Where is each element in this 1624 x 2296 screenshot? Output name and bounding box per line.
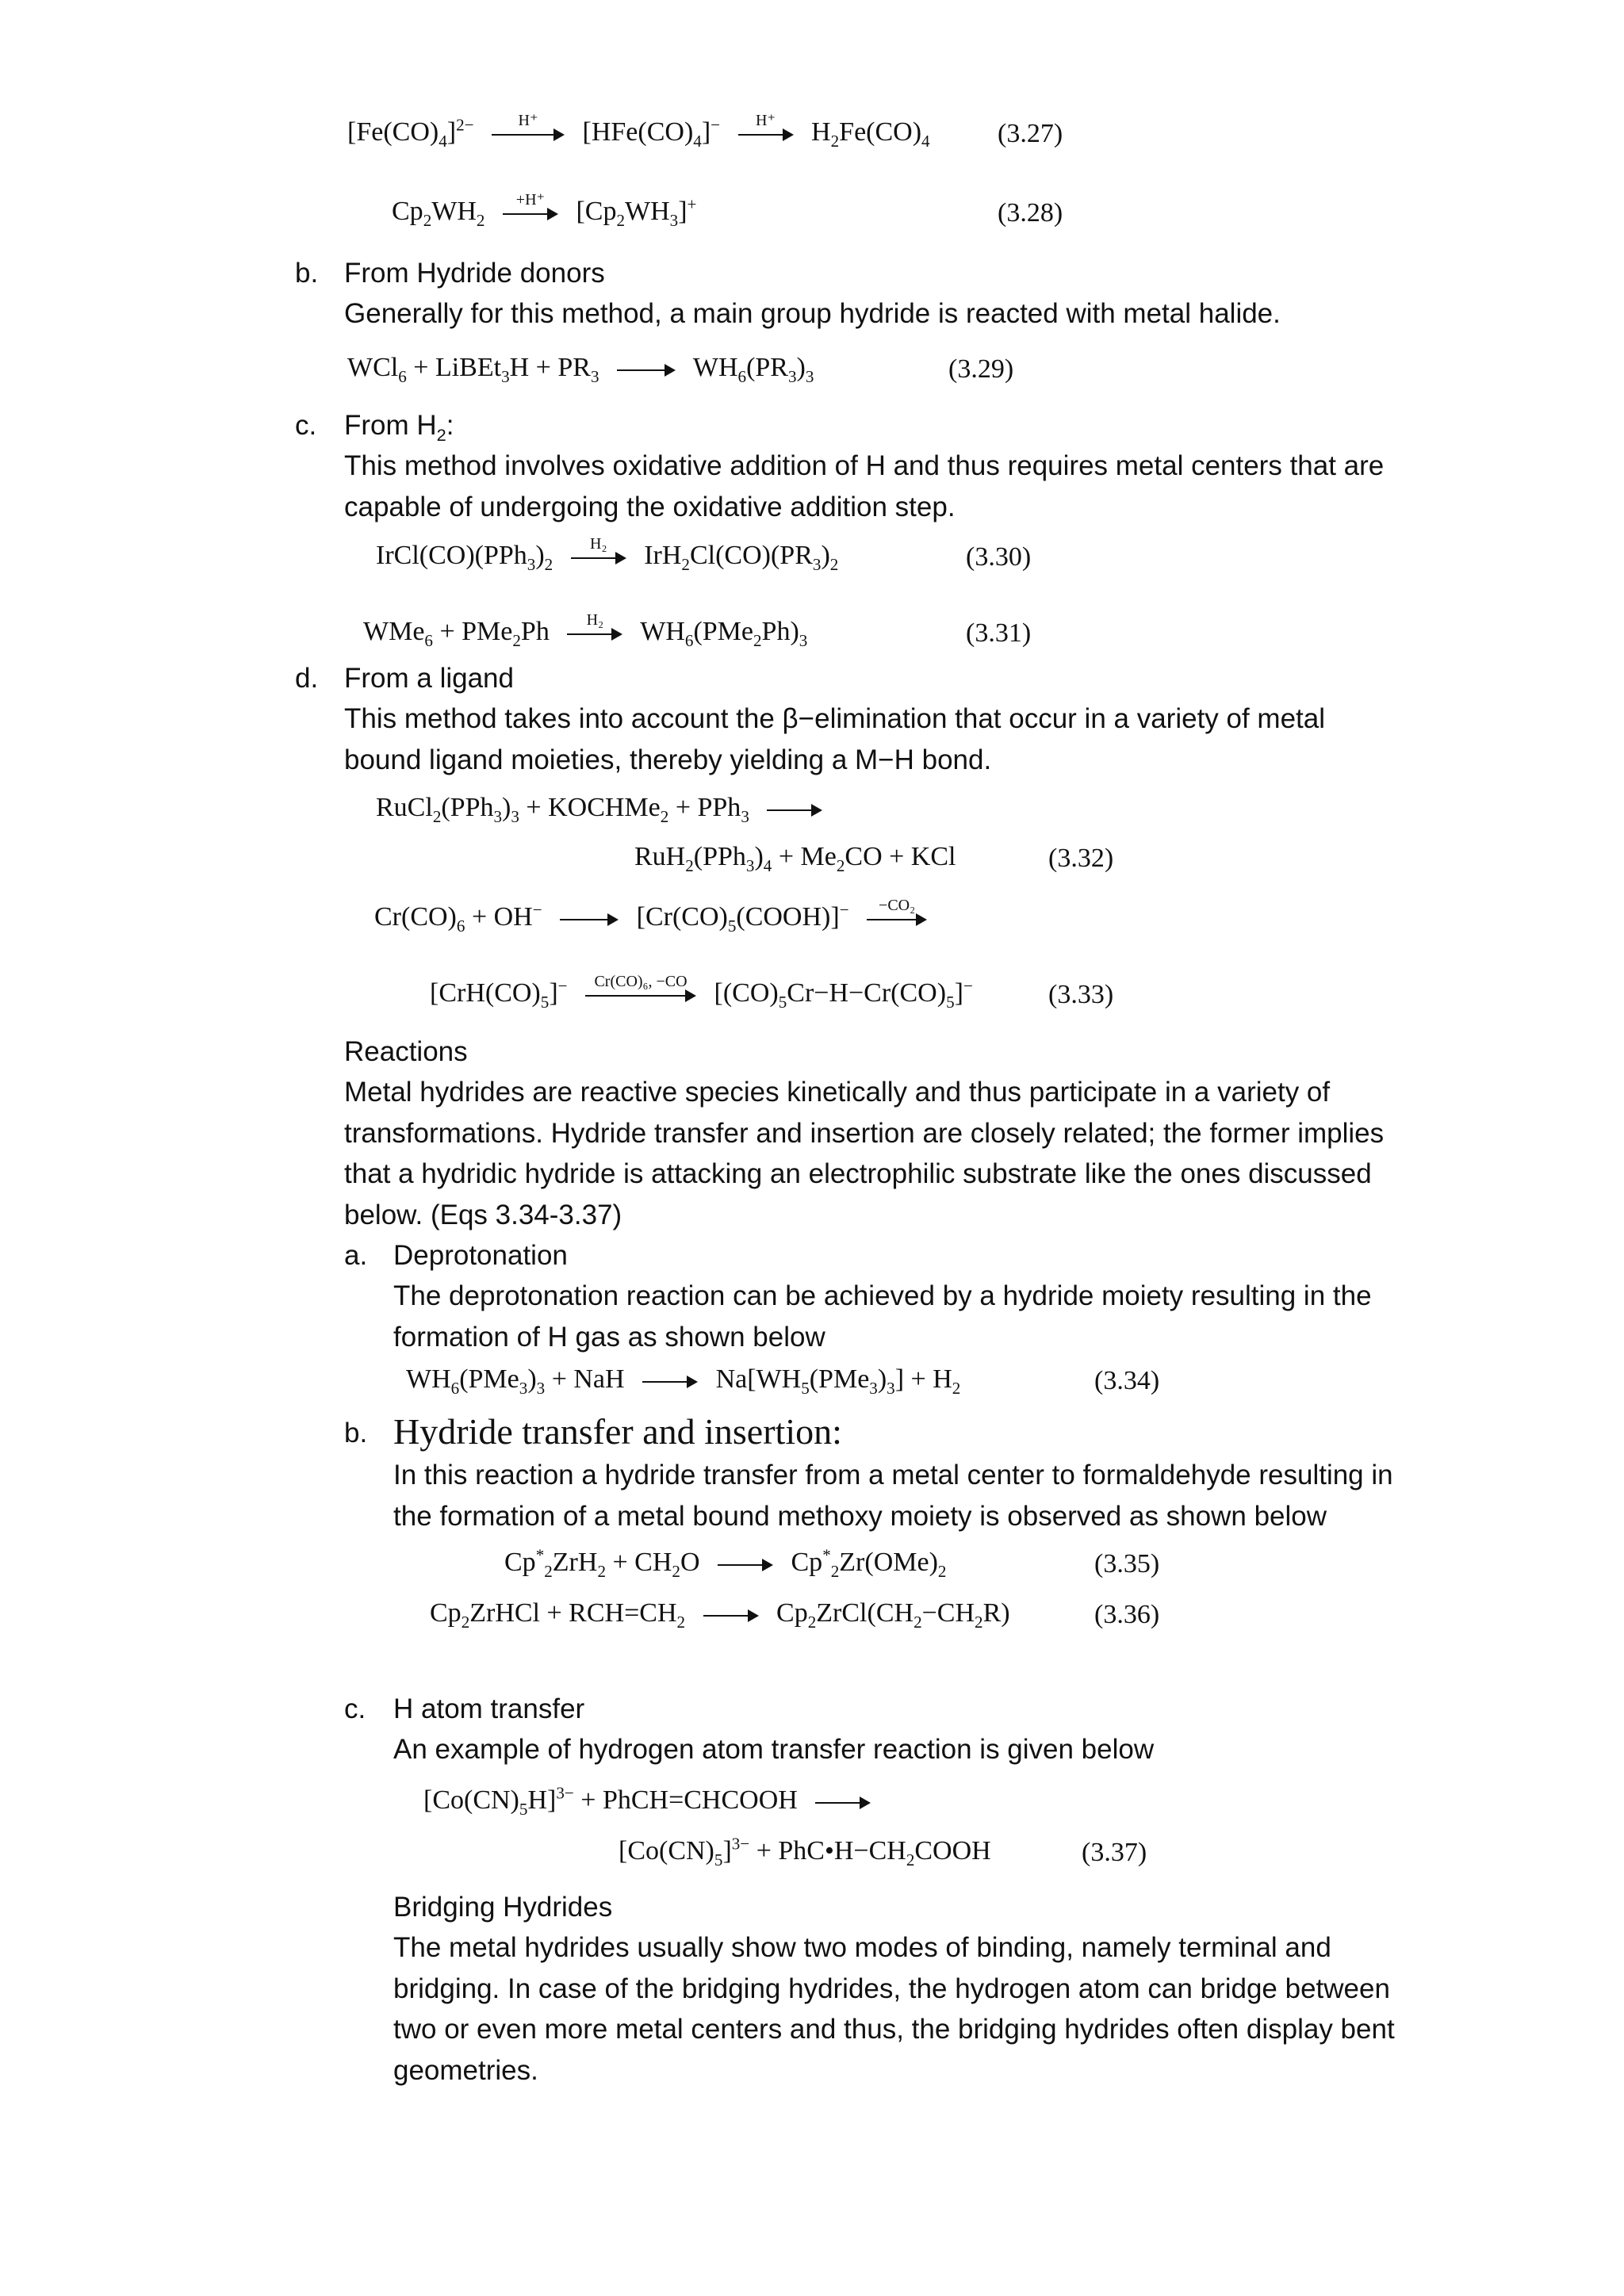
reaction-arrow (585, 973, 696, 1008)
arrow-label: −CO₂ (879, 897, 916, 915)
eq-sub: 2 (681, 554, 690, 574)
eq-sub: 2 (830, 1561, 840, 1581)
eq-text: Ph (520, 617, 550, 646)
section-heading: From Hydride donors (344, 258, 605, 289)
eq-text: ] + H (894, 1364, 952, 1394)
reaction-arrow (703, 1601, 759, 1628)
eq-sub: 2 (597, 1561, 606, 1581)
equation-number: (3.30) (966, 542, 1032, 572)
eq-sub: 2 (937, 1561, 947, 1581)
eq-text: RuH (634, 842, 686, 871)
equation-3-36 (430, 1598, 1010, 1632)
paragraph: This method involves oxidative addition of H and thus requires metal centers that are capable of undergoing the oxidative addition step. (344, 450, 1385, 522)
reaction-arrow (617, 356, 676, 383)
eq-text: COOH (914, 1836, 991, 1866)
eq-text: (PR (746, 353, 788, 382)
equation-3-27: $[Fe(CO)_4]^{2-}$ H⁺ $[HFe(CO)_4]^-$ H⁺ $H_2Fe(CO)_4$ (347, 112, 930, 151)
eq-sub: 2 (685, 855, 694, 875)
section-heading: H atom transfer (393, 1693, 585, 1724)
eq-text: + LiBEt (406, 353, 502, 382)
eq-sub: 2 (836, 855, 845, 875)
section-heading: Bridging Hydrides (393, 1892, 613, 1923)
reaction-arrow (560, 905, 619, 932)
equation-number: (3.29) (948, 354, 1014, 384)
eq-text: Cp (430, 1598, 462, 1628)
eq-text: ZrHCl + RCH=CH (469, 1598, 677, 1628)
equation-3-28 (392, 191, 697, 230)
eq-sub: 4 (921, 131, 930, 151)
reaction-arrow (642, 1368, 698, 1395)
eq-sub: 2 (753, 630, 762, 650)
eq-text: ) (796, 353, 806, 382)
eq-text: Fe(CO) (839, 117, 922, 147)
eq-sub: 5 (519, 1799, 528, 1819)
eq-text: O (680, 1548, 700, 1577)
eq-sub: 3 (887, 1378, 895, 1398)
eq-sub: 3 (493, 806, 503, 826)
eq-sub: 2 (672, 1561, 680, 1581)
reaction-arrow (567, 611, 622, 647)
eq-sub: 3 (519, 1378, 528, 1398)
eq-text: IrCl(CO)(PPh (376, 541, 527, 570)
eq-text: + PhC•H−CH (749, 1836, 906, 1866)
eq-text: ZrCl(CH (816, 1598, 914, 1628)
eq-text: WH (692, 353, 738, 382)
eq-text: ] (954, 978, 963, 1008)
arrow-label: H₂ (590, 535, 607, 553)
eq-sup: − (710, 115, 721, 135)
eq-sub: 5 (727, 916, 737, 936)
reaction-arrow (492, 112, 565, 147)
eq-text: + CH (605, 1548, 672, 1577)
eq-text: WH (624, 197, 670, 226)
section-heading: Deprotonation (393, 1240, 568, 1271)
eq-text: ) (535, 541, 545, 570)
eq-sub: 3 (590, 366, 599, 386)
eq-text: Cr(CO) (374, 902, 457, 932)
eq-sub: 2 (544, 554, 553, 574)
eq-text: Na[WH (715, 1364, 802, 1394)
eq-sub: 2 (975, 1612, 983, 1632)
eq-sup: − (963, 976, 973, 996)
eq-text: + KOCHMe (519, 793, 661, 822)
eq-text: (COOH)] (736, 902, 840, 932)
eq-sub: 3 (741, 806, 749, 826)
eq-sub: 3 (501, 366, 510, 386)
reaction-arrow (767, 796, 822, 823)
eq-text: ] (678, 197, 688, 226)
eq-sup: * (822, 1545, 831, 1565)
paragraph: The metal hydrides usually show two modes of binding, namely terminal and bridging. In case of the bridging hydrides, the hydrogen atom can bridge between two or even more metal centers and thus, the bridging hydrides often display bent geometries. (393, 1932, 1395, 2086)
eq-text: ) (502, 793, 511, 822)
eq-text: H (811, 117, 831, 147)
eq-text: H] (527, 1785, 557, 1815)
eq-sub: 2 (512, 630, 521, 650)
eq-text: + PhCH=CHCOOH (573, 1785, 798, 1815)
eq-text: ] (549, 978, 558, 1008)
eq-text: H + PR (509, 353, 591, 382)
eq-sub: 2 (476, 210, 485, 230)
equation-3-33-line-2 (430, 973, 973, 1012)
arrow-label: Cr(CO)₆, −CO (594, 973, 688, 991)
eq-sub: 3 (536, 1378, 546, 1398)
reaction-arrow (815, 1789, 871, 1816)
eq-sub: 2 (616, 210, 625, 230)
eq-sub: 6 (398, 366, 407, 386)
eq-sub: 4 (763, 855, 772, 875)
eq-sub: 6 (424, 630, 433, 650)
eq-text: ZrH (552, 1548, 598, 1577)
equation-3-32-line-1 (376, 793, 833, 826)
eq-text: R) (982, 1598, 1010, 1628)
arrow-label: H⁺ (518, 112, 538, 130)
paragraph: Metal hydrides are reactive species kinetically and thus participate in a variety of transformations. Hydride transfer and insertion are closely related; the former implies that a hydridic hydride is attacking an electrophilic substrate like the ones discussed below. (Eqs 3.34-3.37) (344, 1077, 1385, 1230)
eq-text: + NaH (545, 1364, 625, 1394)
equation-3-29 (347, 353, 814, 386)
eq-text: [Co(CN) (619, 1836, 714, 1866)
eq-sup: 3− (731, 1834, 750, 1854)
equation-number: (3.36) (1094, 1600, 1160, 1629)
eq-text: ) (754, 842, 764, 871)
eq-sub: 6 (456, 916, 465, 936)
eq-text: ) (821, 541, 830, 570)
eq-text: IrH (644, 541, 682, 570)
eq-text: (PMe (693, 617, 753, 646)
eq-sub: 5 (714, 1850, 723, 1869)
eq-sub: 4 (693, 131, 702, 151)
equation-number: (3.27) (998, 119, 1063, 148)
equation-number: (3.28) (998, 198, 1063, 228)
eq-text: WH (640, 617, 685, 646)
section-heading: From a ligand (344, 663, 514, 694)
eq-sub: 5 (540, 992, 550, 1012)
equation-number: (3.37) (1082, 1838, 1147, 1867)
equation-3-37-line-2 (619, 1834, 991, 1869)
eq-sub: 6 (450, 1378, 460, 1398)
eq-text: Zr(OMe) (839, 1548, 938, 1577)
eq-sub: 2 (423, 210, 432, 230)
eq-text: Cl(CO)(PR (689, 541, 813, 570)
list-marker: d. (295, 663, 319, 694)
eq-text: WMe (363, 617, 425, 646)
reaction-arrow (718, 1551, 773, 1578)
eq-text: Cp (791, 1548, 823, 1577)
eq-sub: 3 (788, 366, 797, 386)
reaction-arrow (571, 535, 626, 571)
list-marker: c. (344, 1693, 366, 1724)
eq-sub: 2 (830, 131, 840, 151)
eq-sub: 5 (801, 1378, 810, 1398)
equation-3-34 (406, 1364, 961, 1398)
eq-sub: 6 (737, 366, 747, 386)
eq-sup: 2− (456, 115, 474, 135)
eq-text: −CH (921, 1598, 975, 1628)
eq-text: [CrH(CO) (430, 978, 541, 1008)
list-marker: a. (344, 1240, 368, 1271)
paragraph: In this reaction a hydride transfer from a metal center to formaldehyde resulting in the formation of a metal bound methoxy moiety is observed as shown below (393, 1460, 1393, 1532)
eq-sub: 2 (544, 1561, 553, 1581)
arrow-label: H⁺ (756, 112, 776, 130)
equation-number: (3.35) (1094, 1549, 1160, 1578)
section-heading (344, 405, 454, 446)
equation-3-32-line-2 (634, 842, 956, 875)
eq-text: ) (527, 1364, 537, 1394)
eq-text: + Me (772, 842, 837, 871)
eq-sub: 5 (778, 992, 787, 1012)
section-heading: Reactions (344, 1036, 468, 1067)
eq-sub: 2 (676, 1612, 686, 1632)
eq-text: (PMe (459, 1364, 519, 1394)
eq-text: Cp (776, 1598, 808, 1628)
eq-sub: 2 (906, 1850, 915, 1869)
eq-text: [HFe(CO) (582, 117, 694, 147)
list-marker: b. (295, 258, 319, 289)
eq-sub: 3 (812, 554, 822, 574)
reaction-arrow (503, 191, 558, 227)
equation-number: (3.33) (1048, 980, 1114, 1009)
eq-sub: 2 (432, 806, 442, 826)
equation-3-31 (363, 611, 808, 650)
arrow-label: +H⁺ (515, 191, 546, 209)
heading-text: : (446, 410, 454, 441)
eq-sub: 3 (869, 1378, 878, 1398)
eq-text: [Cr(CO) (636, 902, 728, 932)
eq-text: [Cp (576, 197, 617, 226)
eq-text: + PPh (668, 793, 741, 822)
eq-text: Ph) (761, 617, 799, 646)
equation-3-37-line-1 (423, 1783, 882, 1819)
eq-text: CO + KCl (845, 842, 956, 871)
eq-text: [Fe(CO) (347, 117, 439, 147)
reaction-arrow (738, 112, 794, 147)
heading-sub: 2 (436, 425, 446, 445)
equation-number: (3.32) (1048, 844, 1114, 873)
eq-sub: 3 (511, 806, 519, 826)
eq-sub: 2 (914, 1612, 922, 1632)
eq-text: [(CO) (714, 978, 779, 1008)
eq-sub: 5 (946, 992, 955, 1012)
eq-text: (PPh (441, 793, 494, 822)
paragraph: An example of hydrogen atom transfer reaction is given below (393, 1734, 1155, 1765)
eq-sup: − (839, 900, 849, 920)
eq-sub: 2 (807, 1612, 817, 1632)
eq-text: WH (431, 197, 477, 226)
eq-text: Cr−H−Cr(CO) (787, 978, 947, 1008)
eq-text: ] (722, 1836, 732, 1866)
eq-text: Cp (392, 197, 423, 226)
eq-sup: − (532, 900, 542, 920)
paragraph: This method takes into account the β−elimination that occur in a variety of metal bound ligand moieties, thereby yielding a M−H bond. (344, 703, 1326, 775)
section-heading: Hydride transfer and insertion: (393, 1411, 842, 1452)
eq-sup: * (535, 1545, 545, 1565)
eq-sup: − (557, 976, 568, 996)
eq-sub: 2 (952, 1378, 961, 1398)
eq-sub: 2 (829, 554, 839, 574)
eq-sub: 2 (461, 1612, 470, 1632)
list-marker: b. (344, 1418, 368, 1448)
heading-text: From H (344, 410, 437, 441)
equation-number: (3.34) (1094, 1366, 1160, 1395)
eq-text: WH (406, 1364, 451, 1394)
eq-text: (PPh (693, 842, 746, 871)
list-marker: c. (295, 410, 317, 441)
eq-sub: 6 (684, 630, 694, 650)
eq-text: [Co(CN) (423, 1785, 519, 1815)
paragraph: Generally for this method, a main group hydride is reacted with metal halide. (344, 298, 1281, 329)
eq-text: + PMe (432, 617, 513, 646)
eq-text: WCl (347, 353, 399, 382)
eq-text: (PMe (809, 1364, 870, 1394)
eq-sub: 3 (799, 630, 808, 650)
equation-3-35 (504, 1545, 947, 1581)
eq-sub: 2 (660, 806, 669, 826)
reaction-arrow (867, 897, 927, 932)
equation-3-33-line-1 (374, 897, 938, 936)
eq-sub: 3 (805, 366, 814, 386)
eq-text: Cp (504, 1548, 536, 1577)
eq-text: RuCl (376, 793, 433, 822)
eq-sub: 3 (669, 210, 679, 230)
arrow-label: H₂ (586, 611, 604, 629)
equation-number: (3.31) (966, 618, 1032, 648)
eq-text: + OH (465, 902, 533, 932)
eq-sup: 3− (556, 1783, 574, 1803)
eq-text: ) (877, 1364, 887, 1394)
eq-sub: 3 (745, 855, 755, 875)
equation-3-30 (376, 535, 839, 574)
eq-sub: 3 (527, 554, 536, 574)
paragraph: The deprotonation reaction can be achieved by a hydride moiety resulting in the formation of H gas as shown below (393, 1280, 1372, 1353)
eq-sup: + (687, 194, 697, 214)
eq-sub: 4 (439, 131, 447, 151)
